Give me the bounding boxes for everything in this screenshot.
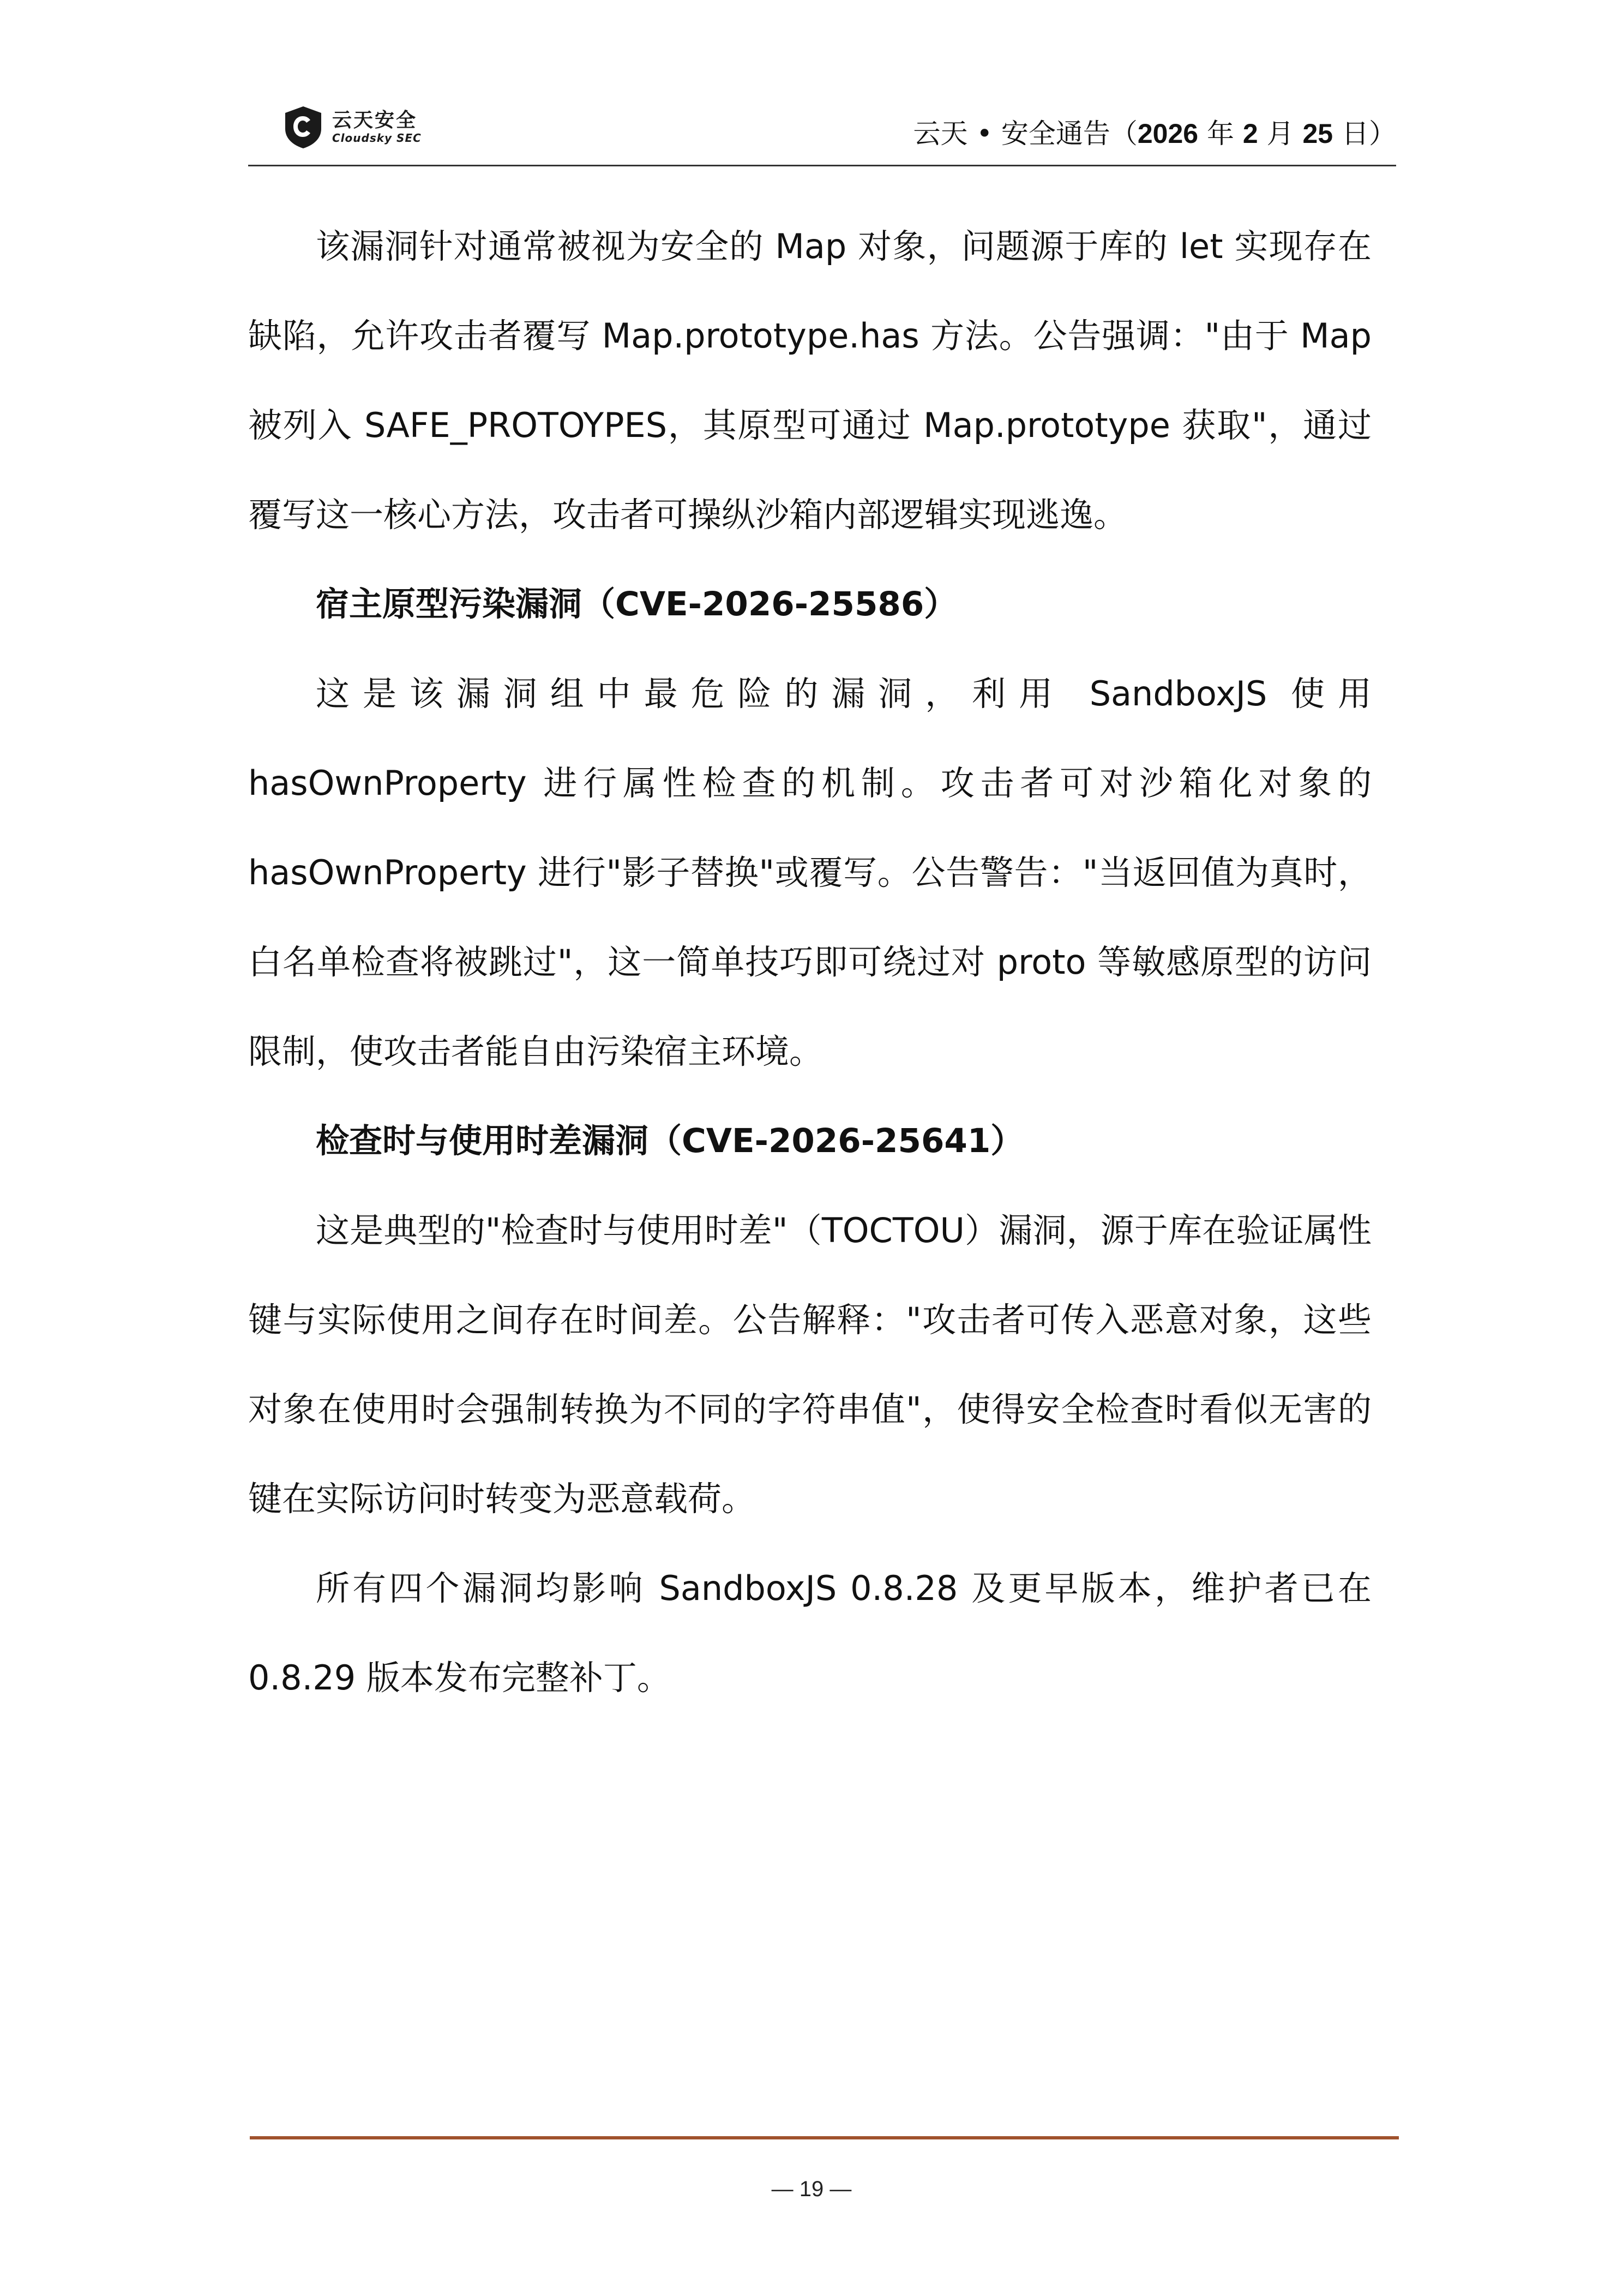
paragraph-toctou: 这是典型的"检查时与使用时差"（TOCTOU）漏洞，源于库在验证属性键与实际使用之间存在时间差。公告解释："攻击者可传入恶意对象，这些对象在使用时会强制转换为不同的字符串值"，使得安全检查时看似无害的键在实际访问时转变为恶意载荷。 (248, 1210, 1372, 1519)
paragraph-map-prototype: 该漏洞针对通常被视为安全的 Map 对象，问题源于库的 let 实现存在缺陷，允许攻击者覆写 Map.prototype.has 方法。公告强调："由于 Map 被列入 SAFE_PROTOYPES，其原型可通过 Map.prototype 获取"，通过覆写这一核心方法，攻击者可操纵沙箱内部逻辑实现逃逸。 (248, 226, 1372, 535)
page-number: — 19 — (771, 2177, 852, 2201)
bulletin-month: 2 (1242, 118, 1258, 149)
bulletin-year-suffix: 年 (1198, 118, 1243, 149)
heading-host-prototype-pollution: 宿主原型污染漏洞（CVE-2026-25586） (316, 585, 958, 624)
bulletin-month-suffix: 月 (1258, 118, 1303, 149)
logo-english-name: Cloudsky SEC (332, 131, 422, 145)
logo-chinese-name: 云天安全 (332, 109, 418, 131)
bulletin-title (913, 115, 1396, 153)
bulletin-year: 2026 (1137, 118, 1199, 149)
bulletin-title-prefix: 云天 • 安全通告（ (913, 118, 1138, 149)
cloudsky-shield-icon (281, 105, 326, 149)
bulletin-day-suffix: 日） (1333, 118, 1396, 149)
logo-wordmark (332, 110, 422, 145)
page-header (248, 93, 1396, 166)
cloudsky-logo (281, 103, 422, 152)
header-divider (248, 165, 1396, 166)
bulletin-day: 25 (1302, 118, 1333, 149)
footer-divider (250, 2136, 1399, 2139)
heading-toctou: 检查时与使用时差漏洞（CVE-2026-25641） (316, 1122, 1024, 1160)
paragraph-affected-versions: 所有四个漏洞均影响 SandboxJS 0.8.28 及更早版本，维护者已在 0.8.29 版本发布完整补丁。 (248, 1568, 1372, 1698)
document-body (248, 202, 1372, 1723)
paragraph-host-prototype-pollution: 这是该漏洞组中最危险的漏洞，利用 SandboxJS 使用 hasOwnProperty 进行属性检查的机制。攻击者可对沙箱化对象的 hasOwnProperty 进行"影子替换"或覆写。公告警告："当返回值为真时，白名单检查将被跳过"，这一简单技巧即可绕过对 proto 等敏感原型的访问限制，使攻击者能自由污染宿主环境。 (248, 674, 1372, 1071)
